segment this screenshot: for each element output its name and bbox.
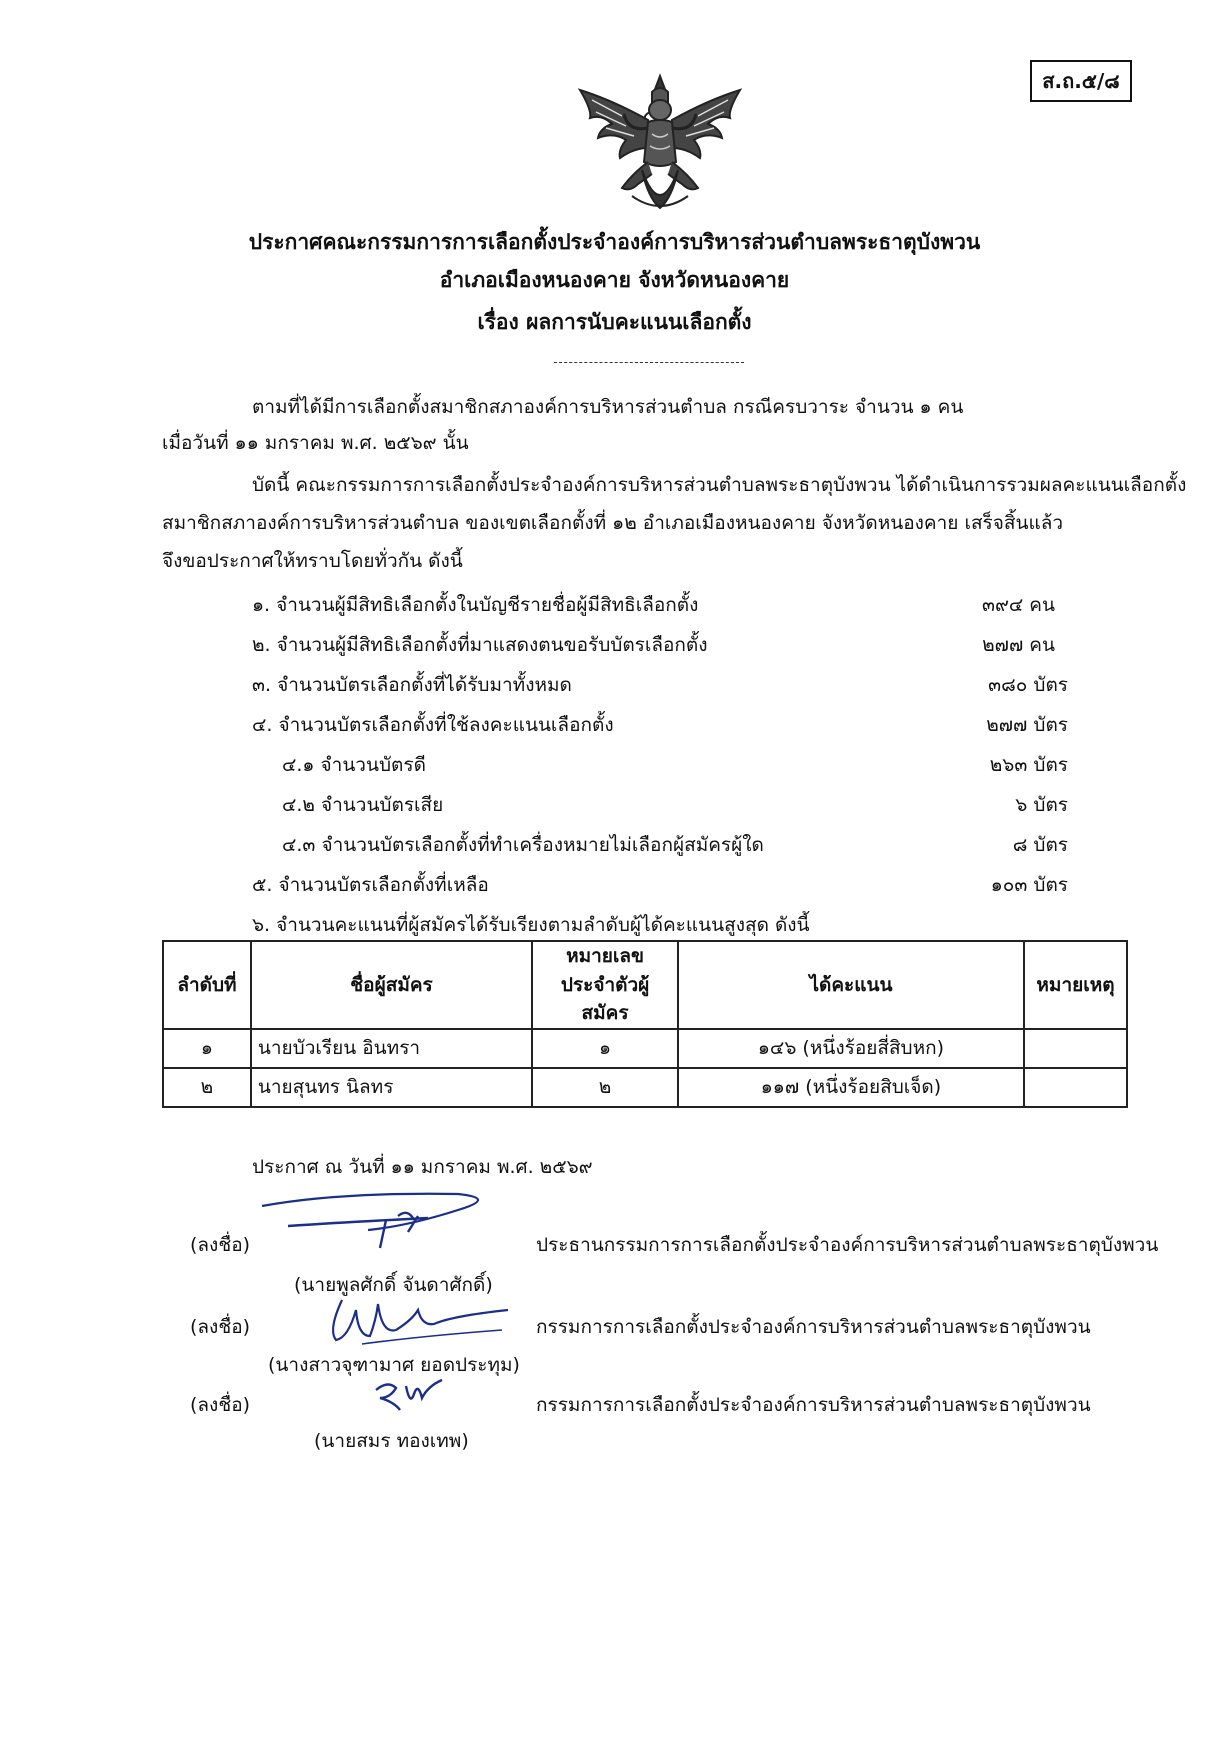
signature-2-icon (322, 1290, 512, 1350)
announce-date: ประกาศ ณ วันที่ ๑๑ มกราคม พ.ศ. ๒๕๖๙ (252, 1156, 593, 1178)
header-score: ได้คะแนน (678, 941, 1024, 1029)
cell-name: นายบัวเรียน อินทรา (251, 1029, 532, 1068)
signature-label: (ลงชื่อ) (190, 1234, 251, 1256)
signature-name: (นางสาวจุฑามาศ ยอดประทุม) (268, 1354, 520, 1376)
stat-item-value: ๓๙๔ คน (981, 594, 1055, 616)
stat-item-label: ๑. จำนวนผู้มีสิทธิเลือกตั้งในบัญชีรายชื่อผู้มีสิทธิเลือกตั้ง (252, 594, 699, 616)
stat-item-value: ๒๗๗ คน (982, 634, 1055, 656)
stat-subitem-value: ๒๖๓ บัตร (989, 754, 1068, 776)
stat-item-label: ๖. จำนวนคะแนนที่ผู้สมัครได้รับเรียงตามลำดับผู้ได้คะแนนสูงสุด ดังนี้ (252, 914, 810, 936)
stat-subitem-value: ๘ บัตร (1012, 834, 1068, 856)
results-table (162, 940, 1128, 1108)
paragraph-1-line-2: เมื่อวันที่ ๑๑ มกราคม พ.ศ. ๒๕๖๙ นั้น (162, 432, 469, 454)
stat-item-label: ๔. จำนวนบัตรเลือกตั้งที่ใช้ลงคะแนนเลือกตั้ง (252, 714, 614, 736)
header-number (532, 941, 678, 1029)
stat-item-label: ๒. จำนวนผู้มีสิทธิเลือกตั้งที่มาแสดงตนขอรับบัตรเลือกตั้ง (252, 634, 708, 656)
stat-item-value: ๒๗๗ บัตร (986, 714, 1068, 736)
signature-name: (นายสมร ทองเทพ) (314, 1430, 469, 1452)
signature-role: กรรมการการเลือกตั้งประจำองค์การบริหารส่วนตำบลพระธาตุบังพวน (536, 1316, 1091, 1338)
header-number-line-2: ประจำตัวผู้สมัคร (560, 973, 650, 1024)
form-code: ส.ถ.๕/๘ (1030, 60, 1132, 102)
table-row (163, 1068, 1127, 1107)
signature-label: (ลงชื่อ) (190, 1394, 251, 1416)
signature-role: ประธานกรรมการการเลือกตั้งประจำองค์การบริหารส่วนตำบลพระธาตุบังพวน (536, 1234, 1159, 1256)
cell-rank: ๑ (163, 1029, 251, 1068)
cell-number: ๒ (532, 1068, 678, 1107)
header-name: ชื่อผู้สมัคร (251, 941, 532, 1029)
signature-label: (ลงชื่อ) (190, 1316, 251, 1338)
header-rank: ลำดับที่ (163, 941, 251, 1029)
stat-subitem-value: ๖ บัตร (1015, 794, 1068, 816)
signature-3-icon (370, 1376, 450, 1418)
header-divider (554, 362, 744, 363)
paragraph-2-line-1: บัดนี้ คณะกรรมการการเลือกตั้งประจำองค์การบริหารส่วนตำบลพระธาตุบังพวน ได้ดำเนินการรวมผลคะแนนเลือกตั้ง (252, 474, 1187, 496)
header-line-3: เรื่อง ผลการนับคะแนนเลือกตั้ง (477, 310, 752, 334)
cell-name: นายสุนทร นิลทร (251, 1068, 532, 1107)
garuda-emblem-icon (572, 70, 748, 220)
stat-subitem-label: ๔.๓ จำนวนบัตรเลือกตั้งที่ทำเครื่องหมายไม่เลือกผู้สมัครผู้ใด (282, 834, 764, 856)
table-row (163, 1029, 1127, 1068)
header-line-2: อำเภอเมืองหนองคาย จังหวัดหนองคาย (439, 268, 790, 292)
paragraph-2-line-2: สมาชิกสภาองค์การบริหารส่วนตำบล ของเขตเลือกตั้งที่ ๑๒ อำเภอเมืองหนองคาย จังหวัดหนองคาย เสร็จสิ้นแล้ว (162, 512, 1064, 534)
paragraph-1-line-1: ตามที่ได้มีการเลือกตั้งสมาชิกสภาองค์การบริหารส่วนตำบล กรณีครบวาระ จำนวน ๑ คน (252, 396, 964, 418)
cell-remark (1024, 1068, 1127, 1107)
paragraph-2-line-3: จึงขอประกาศให้ทราบโดยทั่วกัน ดังนี้ (162, 550, 463, 572)
stat-subitem-label: ๔.๒ จำนวนบัตรเสีย (282, 794, 444, 816)
stat-item-value: ๓๘๐ บัตร (988, 674, 1068, 696)
signature-1-icon (258, 1186, 508, 1266)
header-remark: หมายเหตุ (1024, 941, 1127, 1029)
table-header-row (163, 941, 1127, 1029)
cell-score: ๑๑๗ (หนึ่งร้อยสิบเจ็ด) (678, 1068, 1024, 1107)
signature-name: (นายพูลศักดิ์ จันดาศักดิ์) (294, 1274, 493, 1296)
cell-score: ๑๔๖ (หนึ่งร้อยสี่สิบหก) (678, 1029, 1024, 1068)
stat-item-label: ๕. จำนวนบัตรเลือกตั้งที่เหลือ (252, 874, 489, 896)
cell-rank: ๒ (163, 1068, 251, 1107)
stat-item-label: ๓. จำนวนบัตรเลือกตั้งที่ได้รับมาทั้งหมด (252, 674, 572, 696)
header-line-1: ประกาศคณะกรรมการการเลือกตั้งประจำองค์การบริหารส่วนตำบลพระธาตุบังพวน (248, 230, 981, 254)
header-number-line-1: หมายเลข (566, 945, 645, 967)
cell-number: ๑ (532, 1029, 678, 1068)
stat-subitem-label: ๔.๑ จำนวนบัตรดี (282, 754, 426, 776)
stat-item-value: ๑๐๓ บัตร (990, 874, 1068, 896)
cell-remark (1024, 1029, 1127, 1068)
signature-role: กรรมการการเลือกตั้งประจำองค์การบริหารส่วนตำบลพระธาตุบังพวน (536, 1394, 1091, 1416)
